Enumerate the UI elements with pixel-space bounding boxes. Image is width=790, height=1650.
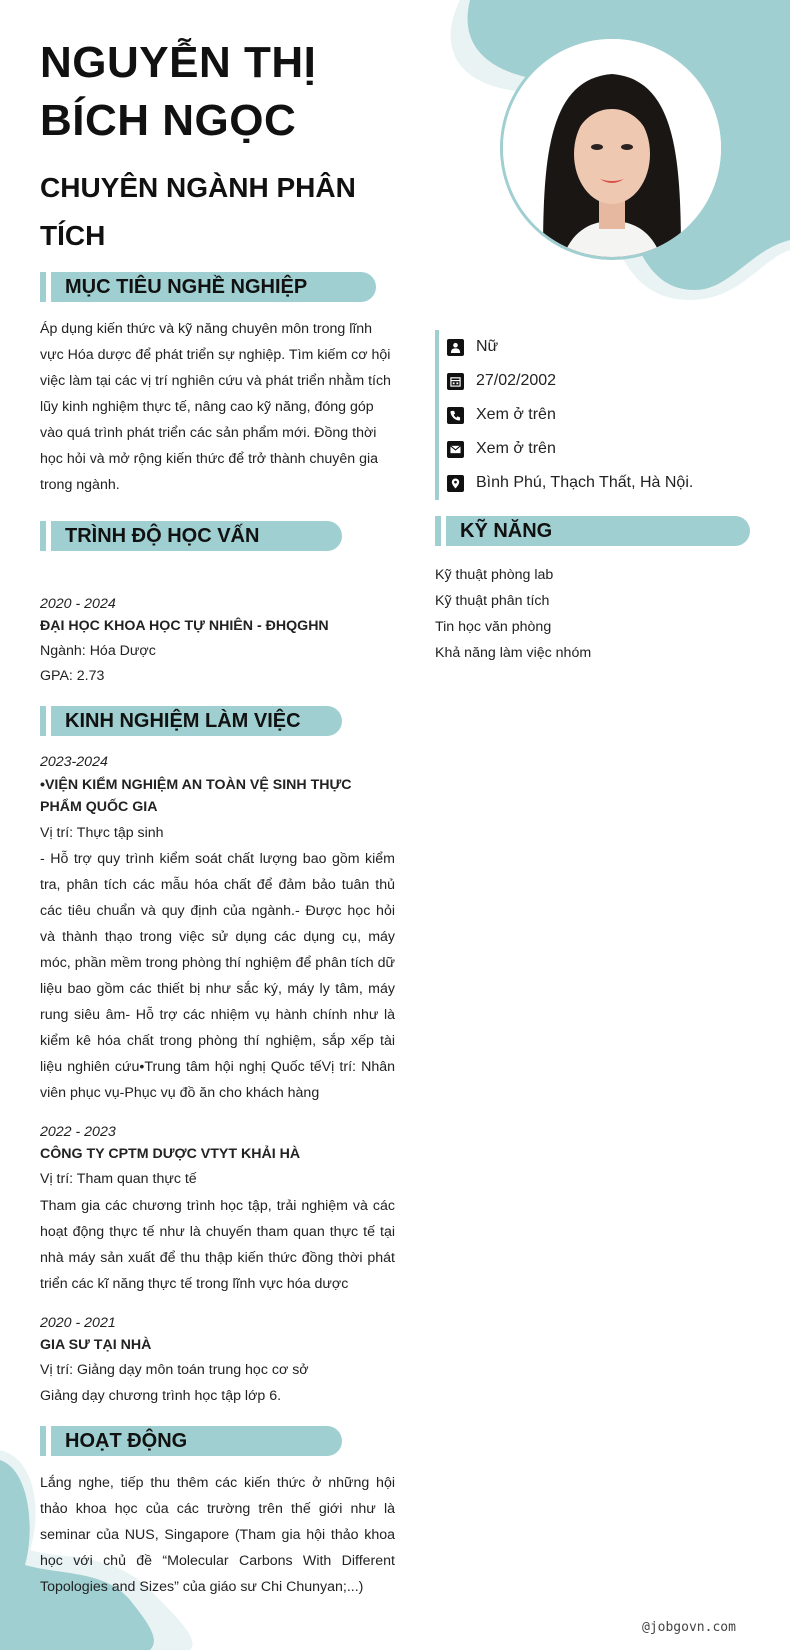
experience-heading [40,706,342,736]
info-address [447,466,777,500]
info-phone [447,398,777,432]
phone-value: Xem ở trên [476,406,556,423]
skill-item: Kỹ thuật phân tích [435,593,550,609]
skill-item: Tin học văn phòng [435,619,552,635]
experience-2-period: 2022 - 2023 [40,1124,116,1140]
personal-info [435,330,777,500]
experience-1-period: 2023-2024 [40,754,108,770]
experience-1-desc: - Hỗ trợ quy trình kiểm soát chất lượng bao gồm kiểm tra, phân tích các mẫu hóa chất để đảm bảo tuân thủ các tiêu chuẩn và quy định của ngành.- Được học hỏi và thành thạo trong việc sử dụng các dụng cụ, máy móc, phần mềm trong phòng thí nghiệm để phân tích dữ liệu bao gồm các thiết bị như sắc ký, máy ly tâm, máy rung siêu âm- Hỗ trợ các nhiệm vụ hành chính như là kiểm kê hóa chất trong phòng thí nghiệm, sắp xếp tài liệu nghiên cứu•Trung tâm hội nghị Quốc tếVị trí: Nhân viên phục vụ-Phục vụ đồ ăn cho khách hàng [40,851,395,1101]
skills-list [435,562,591,666]
job-title [40,164,370,260]
info-gender [447,330,777,364]
objective-heading [40,272,376,302]
experience-3-desc: Giảng dạy chương trình học tập lớp 6. [40,1388,282,1404]
experience-3-role: Vị trí: Giảng dạy môn toán trung học cơ sở [40,1362,309,1378]
email-icon [447,441,464,458]
job-title-line-1: CHUYÊN NGÀNH PHÂN [40,172,356,203]
candidate-name [40,34,370,150]
experience-1-org: •VIỆN KIỂM NGHIỆM AN TOÀN VỆ SINH THỰC PHẨM QUỐC GIA [40,777,352,815]
experience-2-role: Vị trí: Tham quan thực tế [40,1171,197,1187]
calendar-icon [447,373,464,390]
name-line-2: BÍCH NGỌC [40,96,297,145]
skill-item: Kỹ thuật phòng lab [435,567,554,583]
education-gpa: GPA: 2.73 [40,668,105,684]
person-icon [447,339,464,356]
objective-heading-label: MỤC TIÊU NGHỀ NGHIỆP [51,272,376,302]
skills-heading [435,516,750,546]
address-value: Bình Phú, Thạch Thất, Hà Nội. [476,474,694,491]
activities-heading-label: HOẠT ĐỘNG [51,1426,342,1456]
name-line-1: NGUYỄN THỊ [40,38,317,87]
activities-heading [40,1426,342,1456]
gender-value: Nữ [476,338,499,355]
education-heading-label: TRÌNH ĐỘ HỌC VẤN [51,521,342,551]
profile-photo [500,36,724,260]
phone-icon [447,407,464,424]
dob-value: 27/02/2002 [476,372,557,389]
activities-text: Lắng nghe, tiếp thu thêm các kiến thức ở những hội thảo khoa học của các trường trên thế giới như là seminar của NUS, Singapore (Tham gia hội thảo khoa học với chủ đề “Molecular Carbons With Different Topologies and Sizes” của giáo sư Chi Chunyan;...) [40,1475,395,1595]
experience-3-org: GIA SƯ TẠI NHÀ [40,1337,152,1353]
portrait-illustration [503,39,721,257]
job-title-line-2: TÍCH [40,220,106,251]
email-value: Xem ở trên [476,440,556,457]
education-school: ĐẠI HỌC KHOA HỌC TỰ NHIÊN - ĐHQGHN [40,618,329,634]
education-heading [40,521,342,551]
experience-3-period: 2020 - 2021 [40,1315,116,1331]
objective-text: Áp dụng kiến thức và kỹ năng chuyên môn trong lĩnh vực Hóa dược để phát triển sự nghiệp. Tìm kiếm cơ hội việc làm tại các vị trí nghiên cứu và phát triển nhằm tích lũy kinh nghiệm thực tế, nâng cao kỹ năng, đóng góp vào quá trình phát triển các sản phẩm mới. Đồng thời học hỏi và mở rộng kiến thức để trở thành chuyên gia trong ngành. [40,321,391,493]
education-major: Ngành: Hóa Dược [40,643,156,659]
experience-heading-label: KINH NGHIỆM LÀM VIỆC [51,706,342,736]
watermark: @jobgovn.com [642,1620,736,1635]
experience-1-role: Vị trí: Thực tập sinh [40,825,164,841]
skill-item: Khả năng làm việc nhóm [435,645,592,661]
location-pin-icon [447,475,464,492]
education-period: 2020 - 2024 [40,596,116,612]
info-email [447,432,777,466]
skills-heading-label: KỸ NĂNG [446,516,750,546]
experience-2-desc: Tham gia các chương trình học tập, trải nghiệm và các hoạt động thực tế như là chuyến tham quan thực tế tại nhà máy sản xuất để thu thập kiến thức đồng thời phát triển các kĩ năng thực tế trong lĩnh vực hóa dược [40,1198,395,1292]
experience-2-org: CÔNG TY CPTM DƯỢC VTYT KHẢI HÀ [40,1146,301,1162]
info-dob [447,364,777,398]
